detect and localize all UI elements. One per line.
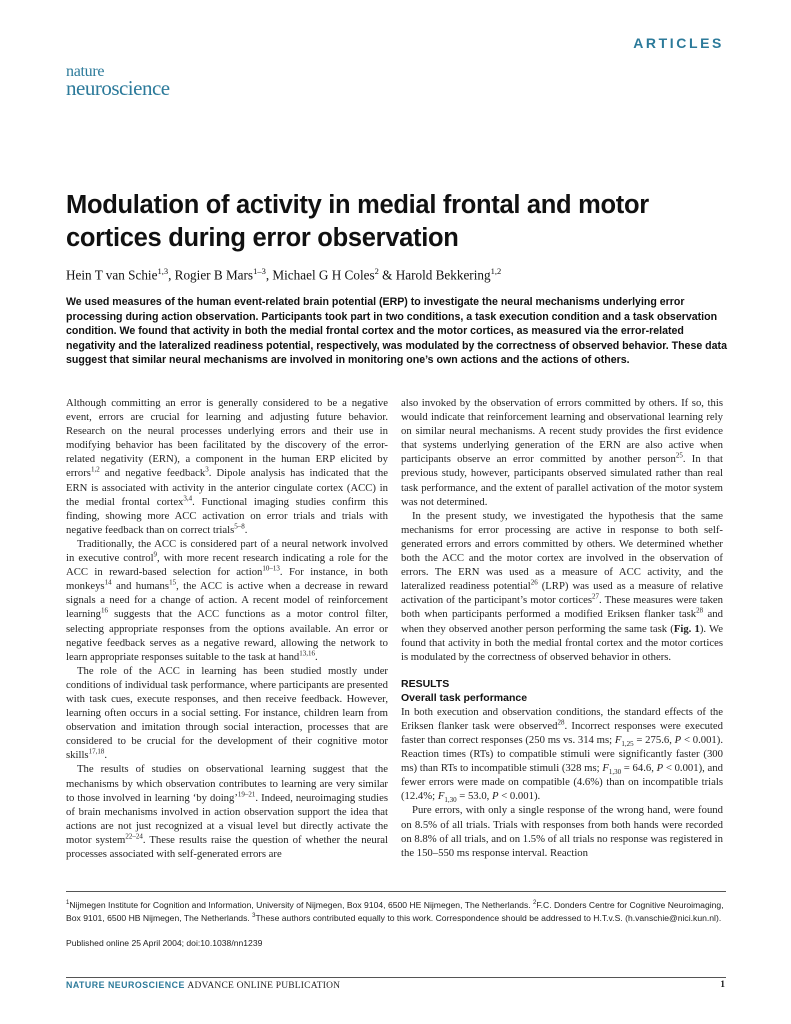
author-affiliation: 1,3 [157,266,169,276]
logo-line-2: neuroscience [66,76,170,100]
footnote-divider [66,891,726,892]
author-name: Michael G H Coles [272,267,375,283]
author-name: Rogier B Mars [174,267,254,283]
author-name: Harold Bekkering [395,267,491,283]
author-affiliation: 2 [374,266,379,276]
paragraph: Traditionally, the ACC is considered part of a neural network involved in executive control$^9$, with more recent research indicating a role for the ACC in reward-based selection for action$^{10-13}$. For instance, in both monkeys$^{14}$ and humans$^{15}$, the ACC is active when a decrease in reward signals a need for a change of action. A recent model of reinforcement learning$^{16}$ suggests that the ACC functions as a motor control filter, selecting appropriate responses from the options available. An error or negative feedback serves as a negative reward, allowing the network to learn appropriate responses suitable to the task at hand$^{13,16}$. [66,537,389,663]
journal-logo [66,64,170,99]
author-affiliation: 1,2 [490,266,502,276]
page-number: 1 [720,980,725,990]
paragraph: Although committing an error is generally considered to be a negative event, errors are crucial for learning and adjusting future behavior. Research on the neural processes underlying errors and their use in modifying behavior has been facilitated by the discovery of the error-related negativity (ERN), a component in the human ERP elicited by errors$^{1,2}$ and negative feedback$^3$. Dipole analysis has indicated that the ERN is associated with activity in the anterior cingulate cortex (ACC) in the medial frontal cortex$^{3,4}$. Functional imaging studies confirm this finding, showing more ACC activation on error trials and trials with negative feedback than on correct trials$^{5-8}$. [66,397,388,536]
publication-type: ADVANCE ONLINE PUBLICATION [187,981,341,991]
paragraph: Pure errors, with only a single response of the wrong hand, were found on 8.5% of all trials. Trials with responses from both hands were recorded on 8.8% of all trials, and on 1.5% of all trials no response was registered in the 150–550 ms response interval. Reaction [401,804,723,859]
publication-info: Published online 25 April 2004; doi:10.1038/nn1239 [66,938,263,948]
author-list: Hein T van Schie$^{1,3}$, Rogier B Mars$^{1-3}$, Michael G H Coles$^2$ & Harold Bekkering$^{1,2}$ [66,266,502,283]
author-name: Hein T van Schie [66,267,158,283]
footer-divider [66,977,726,978]
paragraph: In both execution and observation conditions, the standard effects of the Eriksen flanker task were observed$^{28}$. Incorrect responses were executed faster than correct responses (250 ms vs. 314 ms; $F_{1,25} = 275.6$, P < 0.001). Reaction times (RTs) to compatible stimuli were significantly faster (300 ms) than RTs to incompatible stimuli (328 ms; $F_{1,30} = 64.6$, P < 0.001), and fewer errors were made on compatible (4.6%) than on incompatible trials (12.4%; $F_{1,30} = 53.0$, P < 0.001). [401,705,724,805]
section-heading: RESULTS [401,677,450,690]
paragraph: In the present study, we investigated the hypothesis that the same mechanisms for error processing are active in response to both self-generated errors and errors committed by others. We determined whether both the ACC and the motor cortex are involved in the observation of errors. The ERN was used as a measure of ACC activity, and the lateralized readiness potential$^{26}$ (LRP) was used as a measure of relative activation of the participant’s motor cortices$^{27}$. These measures were taken both when participants performed a modified Eriksen flanker task$^{28}$ and when they observed another person performing the same task (Fig. 1). We found that activity in both the medial frontal cortex and the motor cortices is modulated by the correctness of observed behavior in others. [401,509,724,663]
journal-name: NATURE NEUROSCIENCE [66,980,185,990]
author-affiliation: 1–3 [253,266,266,276]
body-column-right [401,396,723,860]
figure-reference[interactable]: Fig. 1 [673,622,700,635]
paragraph: also invoked by the observation of errors committed by others. If so, this would indicate that reinforcement learning and observational learning rely on similar neural mechanisms. A recent study provides the first evidence that systems underlying generation of the ERN are also active when participants observe an error committed by another person$^{25}$. In that previous study, however, participants observed simulated rather than real task performance, and the extent of parallel activation of the motor system was not determined. [401,397,723,508]
affiliations-footnote: $^1$Nijmegen Institute for Cognition and Information, University of Nijmegen, Box 9104, 6500 HE Nijmegen, The Netherlands. $^2$F.C. Donders Centre for Cognitive Neuroimaging, Box 9101, 6500 HB Nijmegen, The Netherlands. $^3$These authors contributed equally to this work. Correspondence should be addressed to H.T.v.S. (h.vanschie@nici.kun.nl). [66,899,724,924]
body-column-left [66,396,388,861]
page-footer [66,980,340,991]
abstract: We used measures of the human event-related brain potential (ERP) to investigate the neural mechanisms underlying error processing during action observation. Participants took part in two conditions, a task execution condition and a task observation condition. We found that activity in both the medial frontal cortex and the motor cortices, as measured via the error-related negativity and the lateralized readiness potential, respectively, was modulated by the correctness of observed behavior. These data suggest that similar neural mechanisms are involved in monitoring one’s own actions and the actions of others. [66,296,727,367]
paragraph: The results of studies on observational learning suggest that the mechanisms by which observation contributes to learning are very similar to those involved in learning ‘by doing’$^{19-21}$. Indeed, neuroimaging studies of brain mechanisms involved in action observation support the idea that actions are not just recognized at a visual level but directly activate the motor system$^{22-24}$. These results raise the question of whether the neural processes associated with self-generated errors are [66,763,389,860]
article-title: Modulation of activity in medial frontal and motor cortices during error observation [66,191,649,252]
paragraph: The role of the ACC in learning has been studied mostly under conditions of individual task performance, where participants are presented with task cues, execute responses, and then receive feedback. However, learning often occurs in a social setting. For instance, children learn from observation and imitation through social interaction, processes that are considered to be crucial for the development of their cognitive motor skills$^{17,18}$. [66,664,388,762]
logo-line-1: nature [66,63,105,80]
subsection-heading: Overall task performance [401,691,528,704]
section-label: ARTICLES [633,35,724,51]
